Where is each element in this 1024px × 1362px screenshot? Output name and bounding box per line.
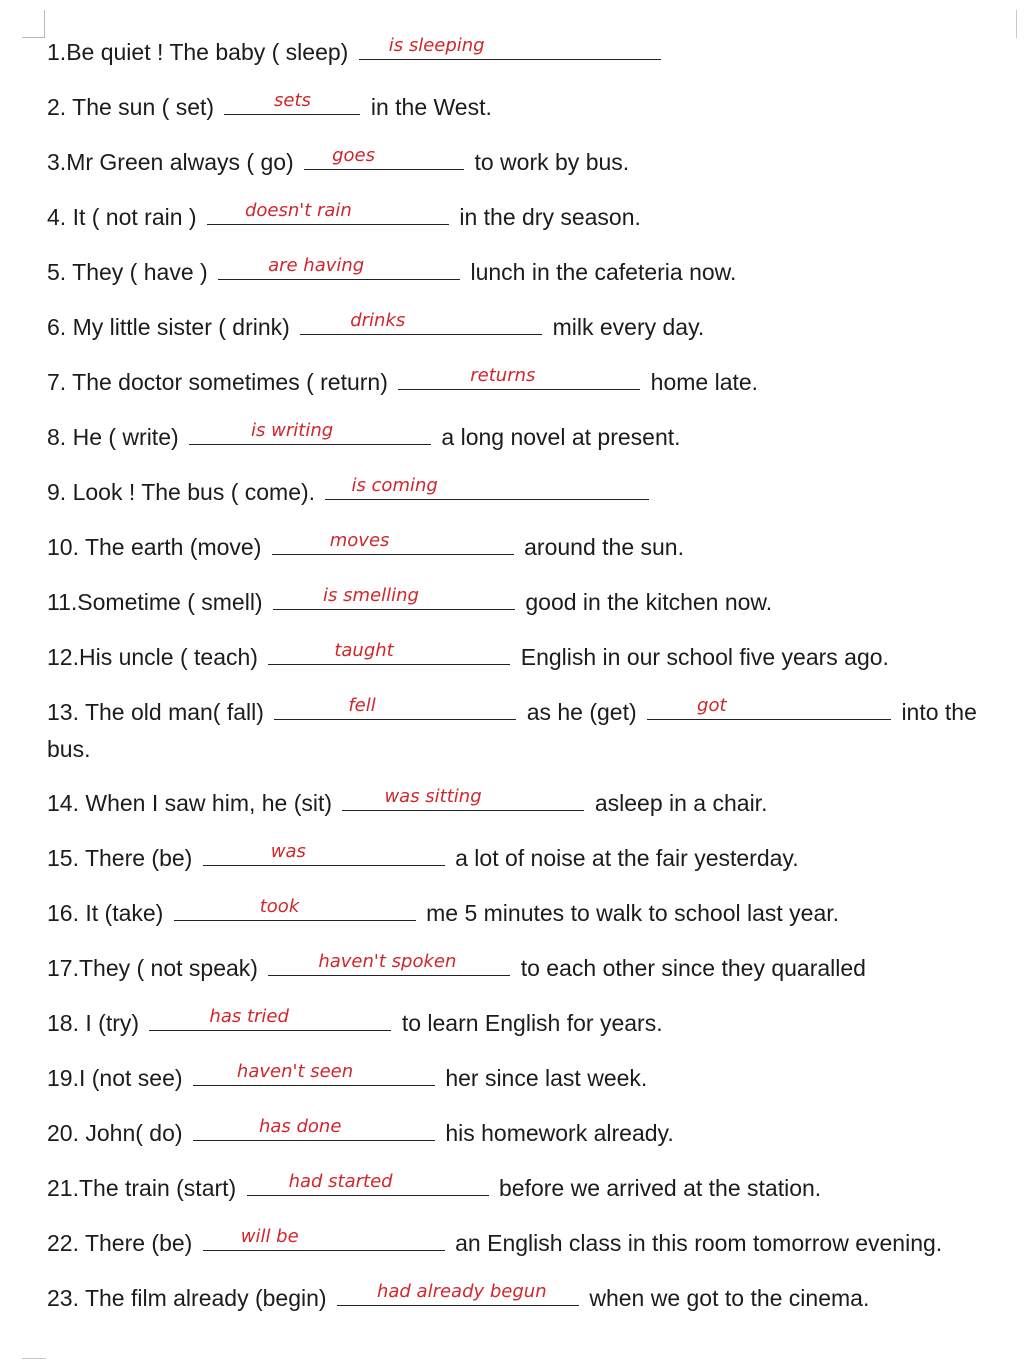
answer-blank[interactable] [203, 1226, 445, 1251]
answer-blank[interactable] [193, 1061, 435, 1086]
prompt-text: The doctor sometimes ( return) [66, 369, 388, 395]
prompt-text: I (not see) [78, 1065, 183, 1091]
exercise-line [47, 896, 1008, 927]
item-number: 5. [47, 259, 67, 285]
prompt-text: The film already (begin) [78, 1285, 327, 1311]
answer-text: has done [258, 1116, 342, 1137]
prompt-text: an English class in this room tomorrow evening. [455, 1230, 943, 1256]
answer-blank[interactable] [149, 1006, 391, 1031]
prompt-text: It (take) [78, 900, 164, 926]
answer-text: is smelling [322, 585, 419, 606]
item-number: 14. [47, 790, 79, 816]
prompt-text: to learn English for years. [401, 1010, 663, 1036]
exercise-line [47, 145, 1008, 176]
item-number: 22. [47, 1230, 79, 1256]
exercise-line [47, 841, 1008, 872]
prompt-text: before we arrived at the station. [498, 1175, 822, 1201]
item-number: 15. [47, 845, 79, 871]
corner-crop-mark [22, 1358, 46, 1359]
answer-blank[interactable] [304, 145, 464, 170]
item-number: 10. [47, 534, 79, 560]
answer-text: goes [332, 145, 375, 166]
prompt-text: a lot of noise at the fair yesterday. [455, 845, 799, 871]
prompt-text: to each other since they quaralled [520, 955, 866, 981]
answer-text: was sitting [384, 786, 482, 807]
item-number: 6. [47, 314, 67, 340]
exercise-line [47, 1006, 1008, 1037]
line-continuation: bus. [47, 736, 91, 762]
answer-text: doesn't rain [244, 200, 352, 221]
exercise-line [47, 1061, 1008, 1092]
answer-blank[interactable] [207, 200, 449, 225]
answer-text: had started [288, 1171, 393, 1192]
prompt-text: The sun ( set) [66, 94, 215, 120]
prompt-text: good in the kitchen now. [525, 589, 773, 615]
answer-text: is coming [351, 475, 438, 496]
prompt-text: Be quiet ! The baby ( sleep) [66, 39, 349, 65]
prompt-text: Sometime ( smell) [77, 589, 263, 615]
prompt-text: The old man( fall) [78, 699, 264, 725]
exercise-line [47, 695, 1008, 726]
answer-text: was [270, 841, 306, 862]
answer-text: is writing [251, 420, 334, 441]
answer-blank[interactable] [647, 695, 891, 720]
prompt-text: Mr Green always ( go) [66, 149, 294, 175]
answer-text: moves [329, 530, 390, 551]
prompt-text: lunch in the cafeteria now. [470, 259, 737, 285]
answer-text: has tried [209, 1006, 289, 1027]
answer-blank[interactable] [272, 530, 514, 555]
exercise-line [47, 90, 1008, 121]
exercise-line [47, 255, 1008, 286]
exercise-line [47, 951, 1008, 982]
prompt-text: to work by bus. [474, 149, 630, 175]
prompt-text: as he (get) [526, 699, 637, 725]
answer-blank[interactable] [218, 255, 460, 280]
exercise-line [47, 1171, 1008, 1202]
item-number: 1. [47, 39, 67, 65]
answer-text: haven't spoken [318, 951, 457, 972]
exercise-line [47, 35, 1008, 66]
prompt-text: English in our school five years ago. [520, 644, 889, 670]
answer-text: are having [268, 255, 365, 276]
exercise-line [47, 475, 1008, 506]
prompt-text: in the West. [370, 94, 492, 120]
prompt-text: me 5 minutes to walk to school last year. [426, 900, 840, 926]
answer-text: sets [274, 90, 311, 111]
prompt-text: home late. [650, 369, 759, 395]
exercise-line [47, 1116, 1008, 1147]
prompt-text: Look ! The bus ( come). [66, 479, 316, 505]
prompt-text: milk every day. [552, 314, 705, 340]
item-number: 4. [47, 204, 67, 230]
exercise-line [47, 420, 1008, 451]
prompt-text: around the sun. [524, 534, 684, 560]
prompt-text: The earth (move) [78, 534, 262, 560]
answer-text: had already begun [376, 1281, 547, 1302]
answer-blank[interactable] [189, 420, 431, 445]
answer-blank[interactable] [268, 640, 510, 665]
exercise-line [47, 365, 1008, 396]
item-number: 13. [47, 699, 79, 725]
exercise-line [47, 640, 1008, 671]
exercise-line [47, 200, 1008, 231]
corner-crop-mark [44, 10, 45, 38]
corner-crop-mark [1016, 10, 1017, 38]
item-number: 2. [47, 94, 67, 120]
corner-crop-mark [22, 37, 45, 38]
exercise-line [47, 1226, 1008, 1257]
item-number: 23. [47, 1285, 79, 1311]
answer-blank[interactable] [342, 786, 584, 811]
prompt-text: into the [901, 699, 977, 725]
answer-text: took [259, 896, 300, 917]
exercise-line [47, 786, 1008, 817]
item-number: 20. [47, 1120, 79, 1146]
answer-blank[interactable] [174, 896, 416, 921]
answer-blank[interactable] [193, 1116, 435, 1141]
prompt-text: John( do) [78, 1120, 183, 1146]
prompt-text: When I saw him, he (sit) [78, 790, 333, 816]
exercise-line [47, 585, 1008, 616]
item-number: 12. [47, 644, 79, 670]
exercise-line [47, 1281, 1008, 1312]
prompt-text: asleep in a chair. [594, 790, 768, 816]
item-number: 8. [47, 424, 67, 450]
item-number: 9. [47, 479, 67, 505]
item-number: 3. [47, 149, 67, 175]
item-number: 21. [47, 1175, 79, 1201]
exercise-line [47, 310, 1008, 341]
answer-blank[interactable] [224, 90, 360, 115]
item-number: 19. [47, 1065, 79, 1091]
answer-text: fell [348, 695, 376, 716]
prompt-text: He ( write) [66, 424, 179, 450]
answer-blank[interactable] [268, 951, 510, 976]
answer-blank[interactable] [325, 475, 649, 500]
item-number: 17. [47, 955, 79, 981]
item-number: 18. [47, 1010, 79, 1036]
answer-blank[interactable] [359, 35, 661, 60]
prompt-text: His uncle ( teach) [78, 644, 258, 670]
answer-text: returns [470, 365, 536, 386]
exercise-line [47, 530, 1008, 561]
item-number: 11. [47, 589, 78, 615]
prompt-text: a long novel at present. [441, 424, 681, 450]
answer-blank[interactable] [203, 841, 445, 866]
answer-text: will be [240, 1226, 299, 1247]
prompt-text: There (be) [78, 845, 193, 871]
prompt-text: There (be) [78, 1230, 193, 1256]
answer-text: is sleeping [388, 35, 485, 56]
prompt-text: I (try) [78, 1010, 140, 1036]
answer-text: taught [334, 640, 394, 661]
prompt-text: in the dry season. [459, 204, 641, 230]
answer-blank[interactable] [337, 1281, 579, 1306]
prompt-text: They ( have ) [66, 259, 208, 285]
prompt-text: when we got to the cinema. [589, 1285, 870, 1311]
item-number: 7. [47, 369, 67, 395]
answer-text: got [697, 695, 727, 716]
answer-blank[interactable] [398, 365, 640, 390]
prompt-text: his homework already. [445, 1120, 674, 1146]
answer-blank[interactable] [300, 310, 542, 335]
answer-blank[interactable] [274, 695, 516, 720]
answer-text: drinks [350, 310, 406, 331]
prompt-text: My little sister ( drink) [66, 314, 290, 340]
prompt-text: It ( not rain ) [66, 204, 197, 230]
prompt-text: They ( not speak) [78, 955, 258, 981]
item-number: 16. [47, 900, 79, 926]
prompt-text: her since last week. [445, 1065, 648, 1091]
answer-text: haven't seen [236, 1061, 354, 1082]
answer-blank[interactable] [247, 1171, 489, 1196]
answer-blank[interactable] [273, 585, 515, 610]
prompt-text: The train (start) [78, 1175, 237, 1201]
